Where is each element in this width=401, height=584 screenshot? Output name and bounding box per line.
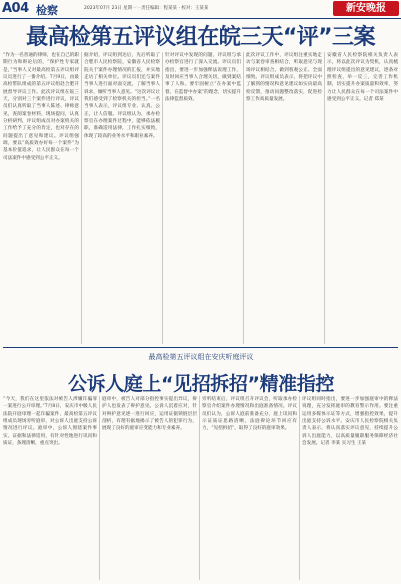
page-number: A04 [2, 1, 29, 16]
newspaper-logo: 新安晚报 [333, 1, 399, 16]
article1-headline: 最高检第五评议组在皖三天“评”三案 [26, 25, 375, 50]
article1-column-3: 针对评议中发现的问题，评议组与承办检察官进行了深入交流。评议员们指出，要进一步加强释法说理工作，及时回应当事人合理关切，做到案结事了人和。要牢固树立“在办案中监督、在监督中办案”的理念，切实提升法律监督质效。 [165, 53, 241, 103]
article1-column-5: 安徽省人民检察院相关负责人表示，将以此次评议为契机，认真梳理评议组提出的意见建议，逐条对照检查，举一反三，完善工作机制，切实提升办案质量和效率，努力让人民群众在每一个司法案件中感受到公平正义。记者 郑某 [327, 53, 398, 103]
article2-column-1: “今天，我们在这里依法对被告人涉嫌诈骗罪一案进行公开审理。”7月8日，安庆市中级人民法院开庭审理一起诈骗案件，最高检第五评议组成员现场旁听庭审，对公诉人出庭支持公诉情况进行评议。庭审中，公诉人围绕案件事实、证据和法律适用，有针对性地进行讯问和质证，条理清晰，重点突出。 [3, 397, 97, 447]
article1-column-2: 据介绍，评议组到达后，先后听取了合肥市人民检察院、安徽省人民检察院关于案件办理情况的汇报，并实地走访了相关单位。评议员们还与案件当事人进行面对面交流，了解当事人诉求，倾听当事人意见。“这次评议让我们感受到了检察机关的担当。”一名当事人表示，评议组专业、认真、公正，让人信服。评议组认为，承办检察官在办理案件过程中，能够依法履职，准确适用法律，工作扎实细致，体现了较高的业务水平和职业素养。 [84, 53, 160, 139]
section-title: 检察 [36, 4, 58, 17]
article2-column-3: 旁听结束后，评议组召开评议会，听取承办检察官介绍案件办理情况和出庭准备情况。评议员们认为，公诉人庭前准备充分，庭上讯问和示证质证思路清晰，法庭辩论环节回应有力，“见招拆招”，取得了良好的庭审效果。 [202, 397, 297, 432]
column-divider [324, 52, 325, 344]
column-divider [199, 396, 200, 580]
issue-meta: 2023年07月 23日 星期一 · 责任编辑：程某某 · 校对：王某某 [84, 6, 209, 11]
column-divider [99, 396, 100, 580]
article2-column-4: 评议组同时指出，要进一步加强庭审中的释法说理，充分发挥庭审的教育警示作用。要注重运用多媒体示证等方式，增强指控效果，提升出庭支持公诉水平。安庆市人民检察院相关负责人表示，将认真落实评议意见，持续提升公诉人出庭能力，以高质量履职服务保障经济社会发展。记者 李某 实习生 王某 [302, 397, 398, 447]
article2-subhead: 最高检第五评议组在安庆听庭评议 [148, 353, 254, 361]
article2-headline: 公诉人庭上“见招拆招”精准指控 [68, 373, 334, 395]
column-divider [243, 52, 244, 344]
article1-column-4: 此次评议工作中，评议组注重实地走访与案卷审查相结合，听取意见与现场评议相结合，做到客观公正、全面细致。评议组成员表示，将把评议中了解到的情况和意见建议如实向最高检反馈，推动问题整改落实，促进检察工作高质量发展。 [246, 53, 322, 103]
masthead [0, 0, 401, 19]
column-divider [81, 52, 82, 344]
article2-column-2: 庭审中，被告人对部分指控事实提出异议，辩护人也发表了辩护意见。公诉人沉着应对，针对辩护意见逐一进行回应，运用证据锁链层层剖析，有理有据地揭示了被告人的犯罪行为，展现了良好的庭审应变能力和专业素养。 [102, 397, 197, 432]
section-divider [3, 347, 398, 348]
column-divider [299, 396, 300, 580]
column-divider [162, 52, 163, 344]
article1-column-1: “作为一名普通的律师，也在自己的职期行为和辩论后的，“保护性专家就是，”当事人又对最高检第五评议组评议员进行了一番介绍。7月9日，由最高检带队组成的第五评议组赴合肥开展督导评议工作。此次评议组在皖三天，分别对三个案件进行评议，评议员们认真听取了当事人陈述、律师意见，查阅案卷材料，现场提问，认真分析研判，评议组成员对办案机关的工作给予了充分的肯定，也对存在的问题提出了意见和建议。评议组强调，要以“高质效办好每一个案件”为基本价值追求，让人民群众在每一个司法案件中感受到公平正义。 [3, 53, 79, 161]
